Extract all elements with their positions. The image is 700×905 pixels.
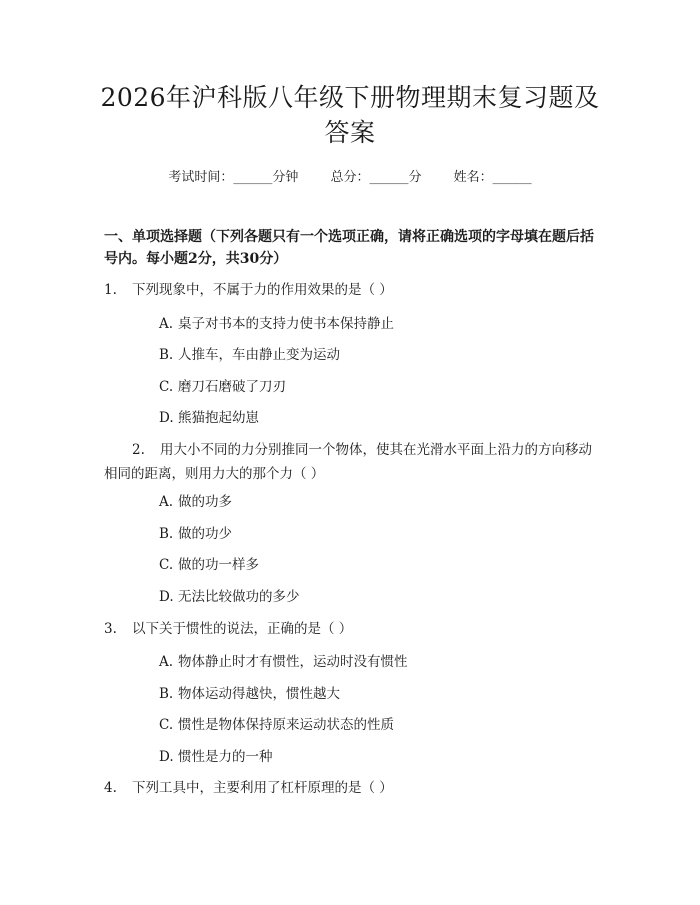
option-text: 惯性是物体保持原来运动状态的性质 [178,717,394,733]
option-letter: C. [159,379,174,395]
option-1d [159,408,259,428]
option-text: 熊猫抱起幼崽 [178,410,259,426]
section-heading: 一、单项选择题（下列各题只有一个选项正确，请将正确选项的字母填在题后括号内。每小题2分，共30分） [104,229,594,267]
total-score-field: 总分：______分 [330,170,422,185]
option-text: 做的功少 [178,526,232,542]
question-number: 2. [132,442,145,458]
option-letter: D. [159,749,174,765]
option-letter: C. [159,717,174,733]
option-text: 桌子对书本的支持力使书本保持静止 [178,316,394,332]
option-2b [159,524,232,544]
option-text: 惯性是力的一种 [178,749,273,765]
option-2d [159,587,300,607]
question-text: 下列现象中，不属于力的作用效果的是（ ） [132,282,393,298]
question-text: 下列工具中，主要利用了杠杆原理的是（ ） [132,780,393,796]
option-3a [159,652,408,672]
option-1b [159,345,340,365]
option-1c [159,377,286,397]
question-number: 1. [104,282,117,298]
exam-meta [0,169,700,187]
option-text: 人推车，车由静止变为运动 [178,347,340,363]
option-text: 做的功多 [178,494,232,510]
option-2c [159,555,259,575]
option-text: 无法比较做功的多少 [178,589,300,605]
question-number: 3. [104,621,117,637]
option-3c [159,715,394,735]
option-letter: B. [159,686,174,702]
option-letter: D. [159,410,174,426]
question-text: 以下关于惯性的说法，正确的是（ ） [132,621,353,637]
option-text: 磨刀石磨破了刀刃 [178,379,286,395]
option-letter: C. [159,557,174,573]
option-text: 做的功一样多 [178,557,259,573]
exam-time-field: 考试时间：______分钟 [168,170,299,185]
option-letter: B. [159,347,174,363]
question-2 [104,438,602,486]
student-name-field: 姓名：______ [453,170,532,185]
option-1a [159,314,394,334]
page-title: 2026年沪科版八年级下册物理期末复习题及答案 [100,83,600,147]
option-letter: A. [159,494,174,510]
option-letter: D. [159,589,174,605]
option-2a [159,492,232,512]
option-3b [159,684,340,704]
question-text: 用大小不同的力分别推同一个物体，使其在光滑水平面上沿力的方向移动相同的距离，则用力大的那个力（ ） [104,442,592,482]
question-4 [104,776,602,800]
option-letter: B. [159,526,174,542]
question-3 [104,617,602,641]
option-text: 物体静止时才有惯性，运动时没有惯性 [178,654,408,670]
question-number: 4. [104,780,117,796]
option-letter: A. [159,654,174,670]
option-letter: A. [159,316,174,332]
question-1 [104,278,602,302]
option-3d [159,747,273,767]
option-text: 物体运动得越快，惯性越大 [178,686,340,702]
